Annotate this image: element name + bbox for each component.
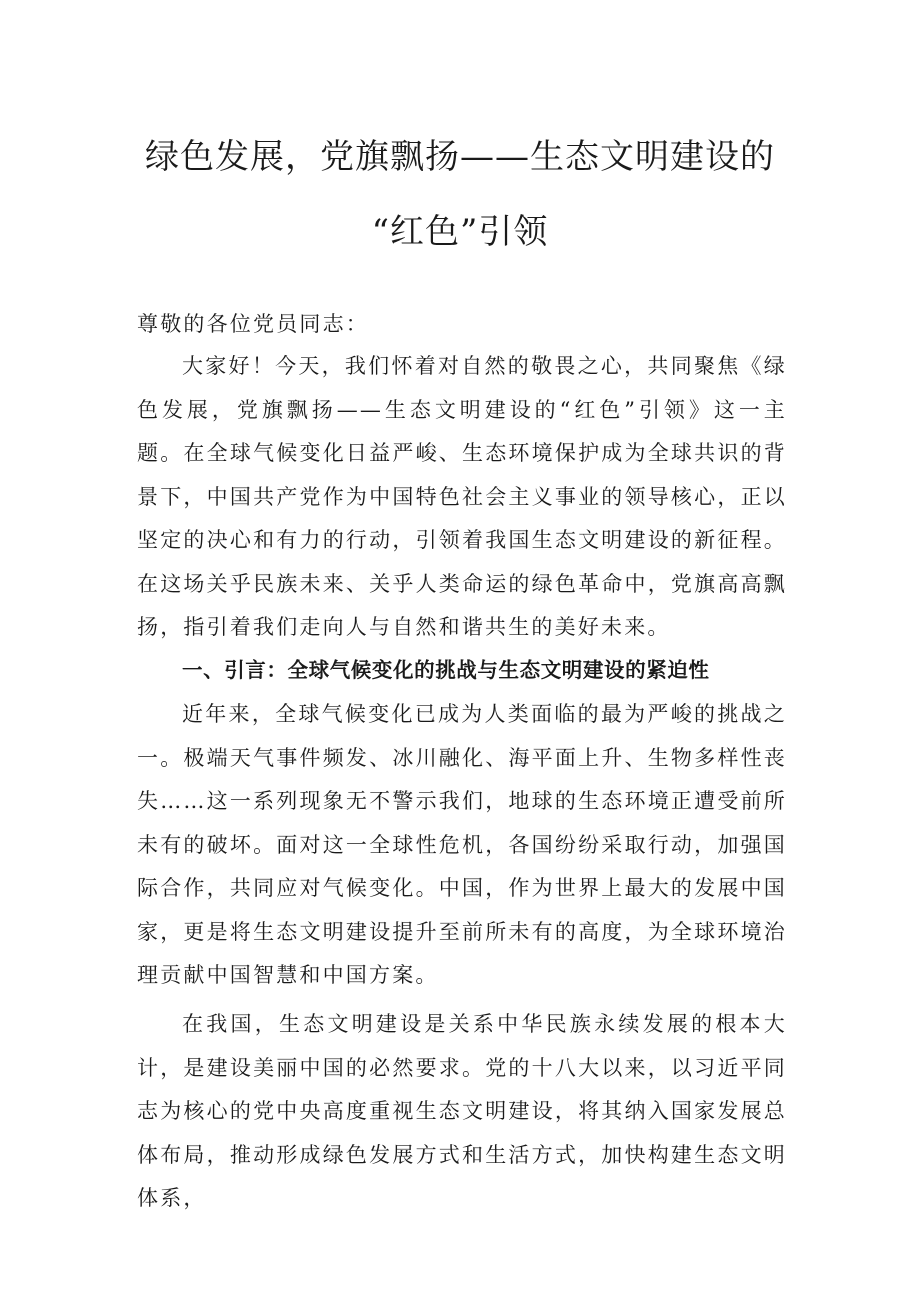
section-heading-1: 一、引言：全球气候变化的挑战与生态文明建设的紧迫性 (182, 658, 710, 682)
document-title-line-1: 绿色发展，党旗飘扬——生态文明建设的 (145, 137, 775, 177)
paragraph-ecological-civilization: 在我国，生态文明建设是关系中华民族永续发展的根本大计，是建设美丽中国的必然要求。党的十八大以来，以习近平同志为核心的党中央高度重视生态文明建设，将其纳入国家发展总体布局，推动形成绿色发展方式和生活方式，加快构建生态文明体系， (137, 1012, 787, 1210)
salutation: 尊敬的各位党员同志： (137, 312, 369, 336)
paragraph-climate-challenge: 近年来，全球气候变化已成为人类面临的最为严峻的挑战之一。极端天气事件频发、冰川融化、海平面上升、生物多样性丧失……这一系列现象无不警示我们，地球的生态环境正遭受前所未有的破坏。面对这一全球性危机，各国纷纷采取行动，加强国际合作，共同应对气候变化。中国，作为世界上最大的发展中国家，更是将生态文明建设提升至前所未有的高度，为全球环境治理贡献中国智慧和中国方案。 (137, 702, 787, 987)
document-title-line-2: “红色”引领 (371, 212, 549, 252)
paragraph-intro: 大家好！今天，我们怀着对自然的敬畏之心，共同聚焦《绿色发展，党旗飘扬——生态文明建设的“红色”引领》这一主题。在全球气候变化日益严峻、生态环境保护成为全球共识的背景下，中国共产党作为中国特色社会主义事业的领导核心，正以坚定的决心和有力的行动，引领着我国生态文明建设的新征程。在这场关乎民族未来、关乎人类命运的绿色革命中，党旗高高飘扬，指引着我们走向人与自然和谐共生的美好未来。 (137, 354, 787, 639)
